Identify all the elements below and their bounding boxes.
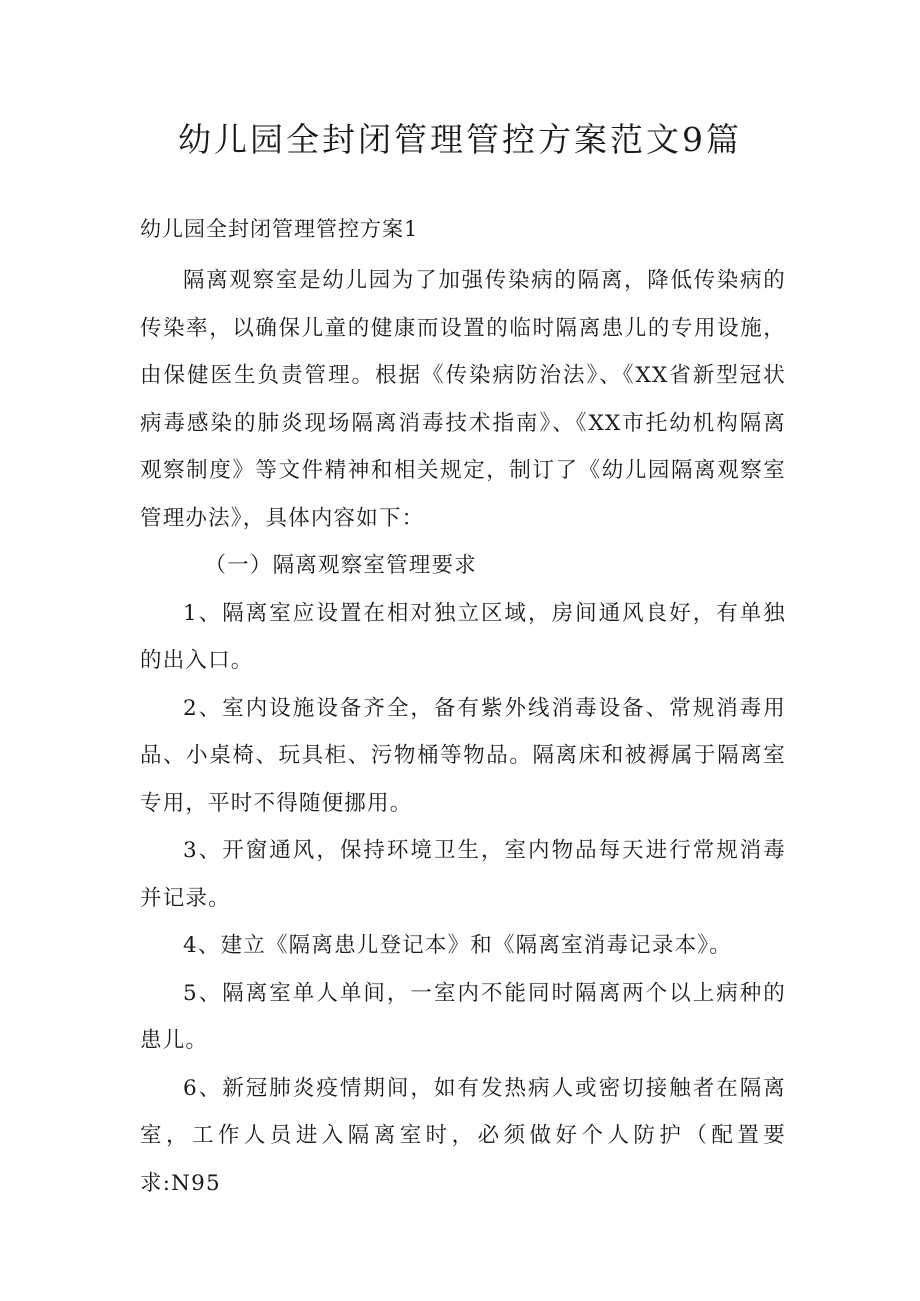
list-item: 6、新冠肺炎疫情期间，如有发热病人或密切接触者在隔离室，工作人员进入隔离室时，必须做好个人防护（配置要求:N95 <box>140 1075 786 1196</box>
plan-subheading: 幼儿园全封闭管理管控方案1 <box>140 217 419 241</box>
list-item: 3、开窗通风，保持环境卫生，室内物品每天进行常规消毒并记录。 <box>140 838 786 911</box>
list-item: 5、隔离室单人单间，一室内不能同时隔离两个以上病种的患儿。 <box>140 980 786 1053</box>
document-title: 幼儿园全封闭管理管控方案范文9篇 <box>178 120 742 159</box>
document-body <box>140 257 786 1207</box>
list-item: 4、建立《隔离患儿登记本》和《隔离室消毒记录本》。 <box>183 933 732 958</box>
list-item: 1、隔离室应设置在相对独立区域，房间通风良好，有单独的出入口。 <box>140 600 786 673</box>
section-heading: （一）隔离观察室管理要求 <box>204 553 477 578</box>
list-item: 2、室内设施设备齐全，备有紫外线消毒设备、常规消毒用品、小桌椅、玩具柜、污物桶等物品。隔离床和被褥属于隔离室专用，平时不得随便挪用。 <box>140 695 786 816</box>
intro-paragraph: 隔离观察室是幼儿园为了加强传染病的隔离，降低传染病的传染率，以确保儿童的健康而设置的临时隔离患儿的专用设施，由保健医生负责管理。根据《传染病防治法》、《XX省新型冠状病毒感染的肺炎现场隔离消毒技术指南》、《XX市托幼机构隔离观察制度》等文件精神和相关规定，制订了《幼儿园隔离观察室管理办法》，具体内容如下： <box>140 268 786 531</box>
